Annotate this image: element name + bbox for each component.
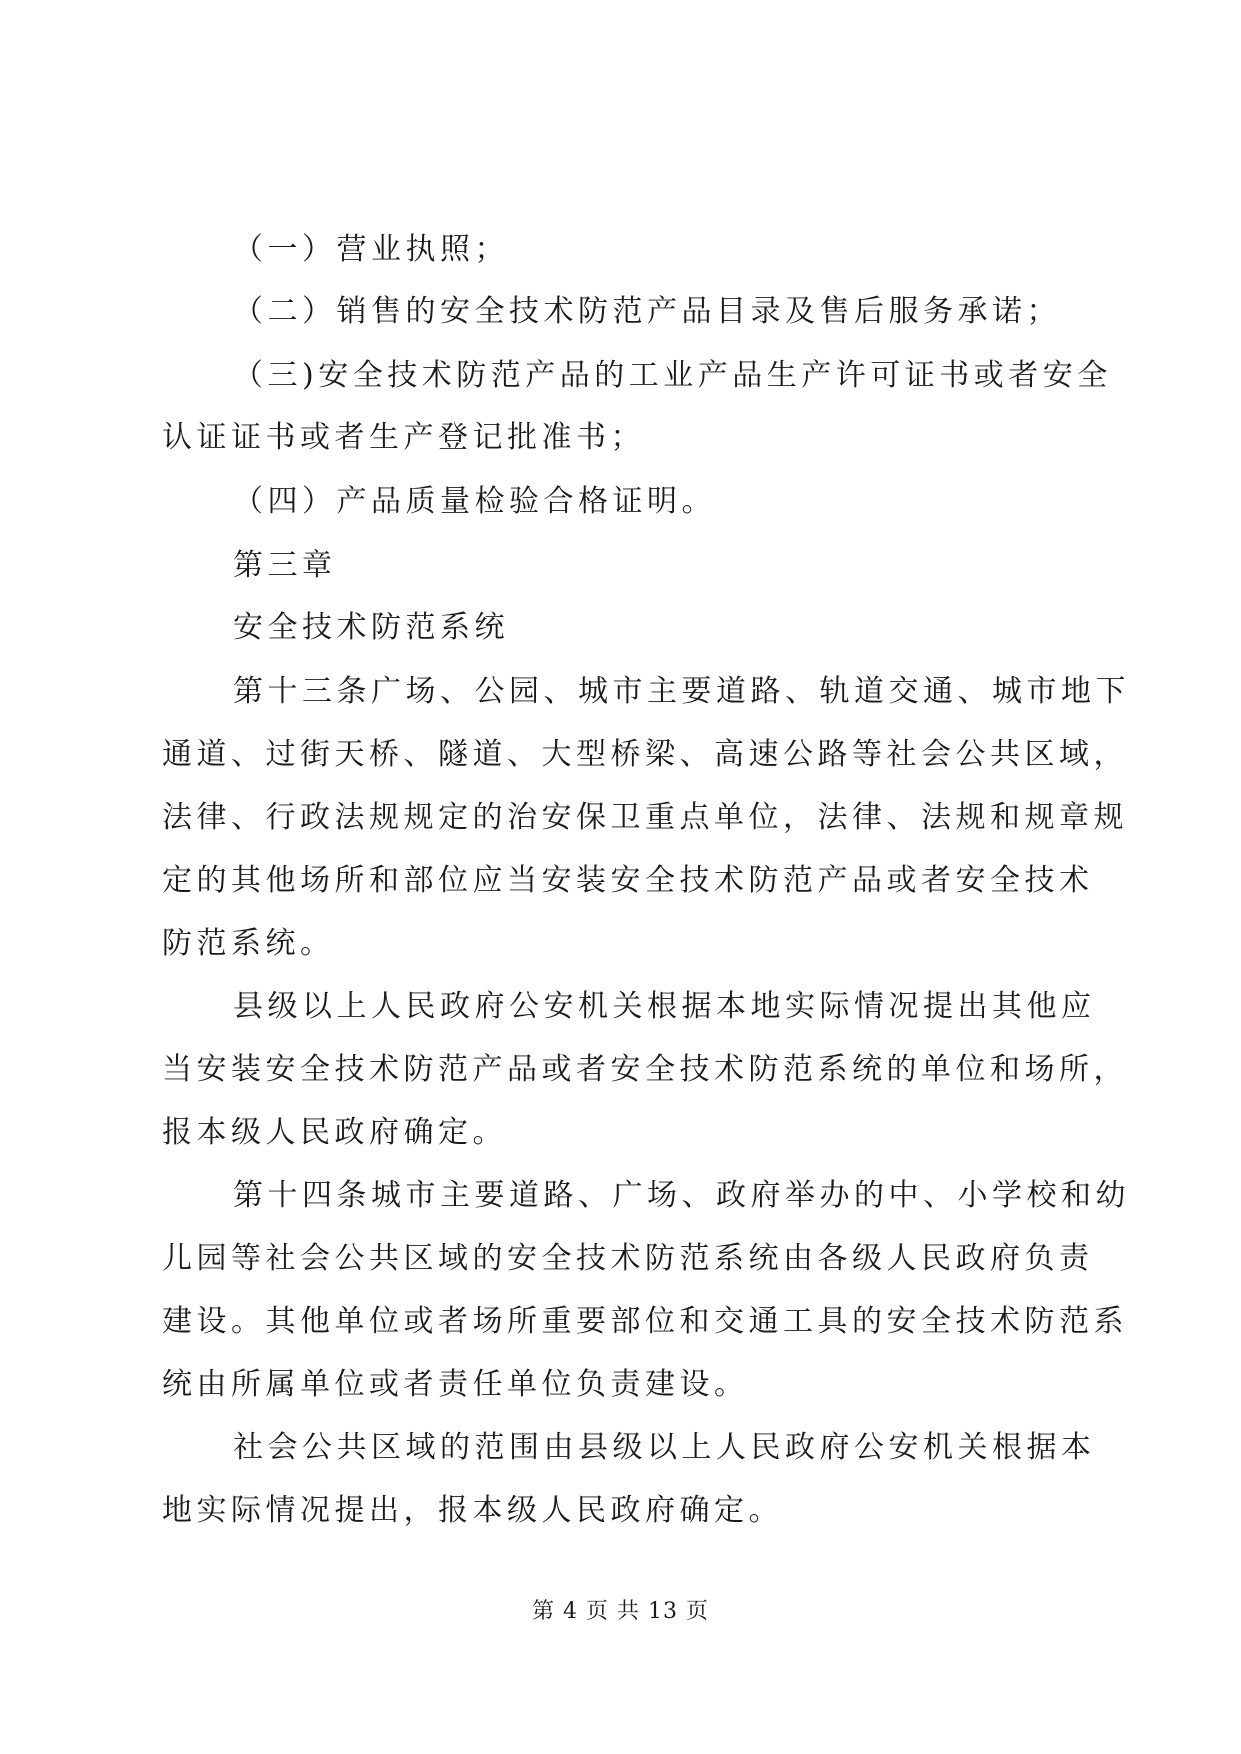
paragraph-public-area-line-1: 社会公共区域的范围由县级以上人民政府公安机关根据本 — [233, 1430, 1096, 1465]
article-14-line-4: 统由所属单位或者责任单位负责建设。 — [162, 1367, 749, 1402]
chapter-heading: 第三章 — [233, 548, 337, 583]
list-item-production-license: （三)安全技术防范产品的工业产品生产许可证书或者安全 — [233, 358, 1112, 393]
paragraph-county-line-2: 当安装安全技术防范产品或者安全技术防范系统的单位和场所， — [162, 1052, 1128, 1087]
list-item-quality-certificate: （四）产品质量检验合格证明。 — [233, 484, 716, 519]
paragraph-public-area-line-2: 地实际情况提出，报本级人民政府确定。 — [162, 1493, 783, 1528]
page-number-footer: 第 4 页 共 13 页 — [532, 1599, 709, 1624]
paragraph-county-line-3: 报本级人民政府确定。 — [162, 1115, 507, 1150]
article-13-line-1: 第十三条广场、公园、城市主要道路、轨道交通、城市地下 — [233, 674, 1130, 709]
article-13-line-5: 防范系统。 — [162, 926, 335, 961]
paragraph-county-line-1: 县级以上人民政府公安机关根据本地实际情况提出其他应 — [233, 989, 1096, 1024]
list-item-product-catalog: （二）销售的安全技术防范产品目录及售后服务承诺； — [233, 294, 1061, 329]
chapter-title: 安全技术防范系统 — [233, 610, 509, 645]
article-13-line-2: 通道、过街天桥、隧道、大型桥梁、高速公路等社会公共区域， — [162, 737, 1128, 772]
article-14-line-3: 建设。其他单位或者场所重要部位和交通工具的安全技术防范系 — [162, 1304, 1128, 1339]
list-item-production-license-cont: 认证证书或者生产登记批准书； — [162, 420, 645, 455]
list-item-business-license: （一）营业执照； — [233, 232, 509, 267]
article-13-line-3: 法律、行政法规规定的治安保卫重点单位，法律、法规和规章规 — [162, 800, 1128, 835]
article-14-line-1: 第十四条城市主要道路、广场、政府举办的中、小学校和幼 — [233, 1178, 1130, 1213]
article-14-line-2: 儿园等社会公共区域的安全技术防范系统由各级人民政府负责 — [162, 1241, 1094, 1276]
article-13-line-4: 定的其他场所和部位应当安装安全技术防范产品或者安全技术 — [162, 863, 1094, 898]
